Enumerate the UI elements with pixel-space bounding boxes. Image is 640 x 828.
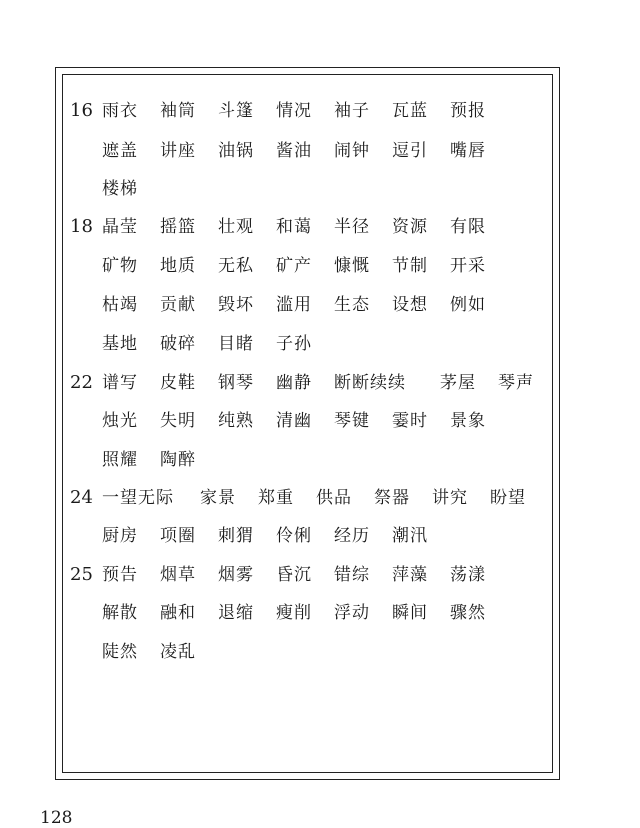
lesson-number: 22 <box>70 372 93 393</box>
lesson-number: 25 <box>70 564 93 585</box>
lesson-number: 24 <box>70 487 93 508</box>
vocab-word: 融和 <box>160 603 196 623</box>
vocab-word: 纯熟 <box>218 411 254 431</box>
vocab-word: 雨衣 <box>102 101 138 121</box>
vocab-word: 讲座 <box>160 141 196 161</box>
word-line <box>102 138 508 164</box>
vocab-word: 例如 <box>450 295 486 315</box>
word-line <box>102 214 508 240</box>
vocab-word: 盼望 <box>490 488 526 508</box>
vocab-word: 无私 <box>218 256 254 276</box>
vocab-word: 毁坏 <box>218 295 254 315</box>
vocab-word: 逗引 <box>392 141 428 161</box>
vocab-word: 和蔼 <box>276 217 312 237</box>
vocab-word: 刺猬 <box>218 526 254 546</box>
vocab-word: 酱油 <box>276 141 312 161</box>
vocab-word: 凌乱 <box>160 642 196 662</box>
vocab-word: 目睹 <box>218 334 254 354</box>
vocab-word: 嘴唇 <box>450 141 486 161</box>
vocab-word: 退缩 <box>218 603 254 623</box>
vocab-word: 照耀 <box>102 450 138 470</box>
word-line <box>102 176 160 202</box>
vocab-word: 茅屋 <box>440 373 476 393</box>
vocab-word: 陶醉 <box>160 450 196 470</box>
vocab-word: 半径 <box>334 217 370 237</box>
vocab-word: 设想 <box>392 295 428 315</box>
vocab-word: 断断续续 <box>334 373 406 393</box>
vocab-word: 开采 <box>450 256 486 276</box>
vocab-word: 瘦削 <box>276 603 312 623</box>
word-line <box>102 292 508 318</box>
vocab-word: 瓦蓝 <box>392 101 428 121</box>
vocab-word: 昏沉 <box>276 565 312 585</box>
vocab-word: 失明 <box>160 411 196 431</box>
word-line <box>102 639 218 665</box>
vocab-word: 幽静 <box>276 373 312 393</box>
vocab-word: 遮盖 <box>102 141 138 161</box>
vocab-word: 霎时 <box>392 411 428 431</box>
vocab-word: 经历 <box>334 526 370 546</box>
vocab-word: 袖子 <box>334 101 370 121</box>
vocab-word: 一望无际 <box>102 488 174 508</box>
vocab-word: 闹钟 <box>334 141 370 161</box>
word-line <box>102 485 548 511</box>
vocab-word: 节制 <box>392 256 428 276</box>
vocab-word: 袖筒 <box>160 101 196 121</box>
word-line <box>102 562 508 588</box>
word-line <box>102 523 450 549</box>
vocab-word: 荡漾 <box>450 565 486 585</box>
vocab-word: 厨房 <box>102 526 138 546</box>
vocab-word: 景象 <box>450 411 486 431</box>
vocab-word: 矿产 <box>276 256 312 276</box>
word-line <box>102 98 508 124</box>
word-line <box>102 600 508 626</box>
word-line <box>102 370 556 396</box>
vocab-word: 壮观 <box>218 217 254 237</box>
vocab-word: 浮动 <box>334 603 370 623</box>
vocab-word: 潮汛 <box>392 526 428 546</box>
vocab-word: 资源 <box>392 217 428 237</box>
vocab-word: 陡然 <box>102 642 138 662</box>
vocab-word: 矿物 <box>102 256 138 276</box>
vocab-word: 伶俐 <box>276 526 312 546</box>
vocab-word: 清幽 <box>276 411 312 431</box>
lesson-number: 16 <box>70 100 93 121</box>
vocab-word: 萍藻 <box>392 565 428 585</box>
vocab-word: 预报 <box>450 101 486 121</box>
vocab-word: 解散 <box>102 603 138 623</box>
vocab-word: 生态 <box>334 295 370 315</box>
vocab-word: 贡献 <box>160 295 196 315</box>
vocab-word: 预告 <box>102 565 138 585</box>
vocab-word: 晶莹 <box>102 217 138 237</box>
vocab-word: 油锅 <box>218 141 254 161</box>
vocab-word: 情况 <box>276 101 312 121</box>
vocab-word: 烛光 <box>102 411 138 431</box>
vocab-word: 祭器 <box>374 488 410 508</box>
vocab-word: 斗篷 <box>218 101 254 121</box>
vocab-word: 烟草 <box>160 565 196 585</box>
lesson-number: 18 <box>70 216 93 237</box>
vocab-word: 滥用 <box>276 295 312 315</box>
word-line <box>102 253 508 279</box>
vocab-word: 琴声 <box>498 373 534 393</box>
vocab-word: 供品 <box>316 488 352 508</box>
vocab-word: 枯竭 <box>102 295 138 315</box>
vocab-word: 有限 <box>450 217 486 237</box>
vocab-word: 破碎 <box>160 334 196 354</box>
page-number: 128 <box>40 808 73 828</box>
vocab-word: 皮鞋 <box>160 373 196 393</box>
word-line <box>102 447 218 473</box>
vocab-word: 瞬间 <box>392 603 428 623</box>
vocab-word: 慷慨 <box>334 256 370 276</box>
vocab-word: 楼梯 <box>102 179 138 199</box>
vocab-word: 钢琴 <box>218 373 254 393</box>
vocab-word: 琴键 <box>334 411 370 431</box>
word-line <box>102 331 334 357</box>
vocab-word: 摇篮 <box>160 217 196 237</box>
vocab-word: 郑重 <box>258 488 294 508</box>
vocab-word: 子孙 <box>276 334 312 354</box>
vocab-word: 项圈 <box>160 526 196 546</box>
vocab-word: 地质 <box>160 256 196 276</box>
vocab-word: 错综 <box>334 565 370 585</box>
word-line <box>102 408 508 434</box>
vocab-word: 骤然 <box>450 603 486 623</box>
vocab-word: 家景 <box>200 488 236 508</box>
vocab-word: 谱写 <box>102 373 138 393</box>
vocab-word: 讲究 <box>432 488 468 508</box>
vocab-word: 烟雾 <box>218 565 254 585</box>
vocab-word: 基地 <box>102 334 138 354</box>
